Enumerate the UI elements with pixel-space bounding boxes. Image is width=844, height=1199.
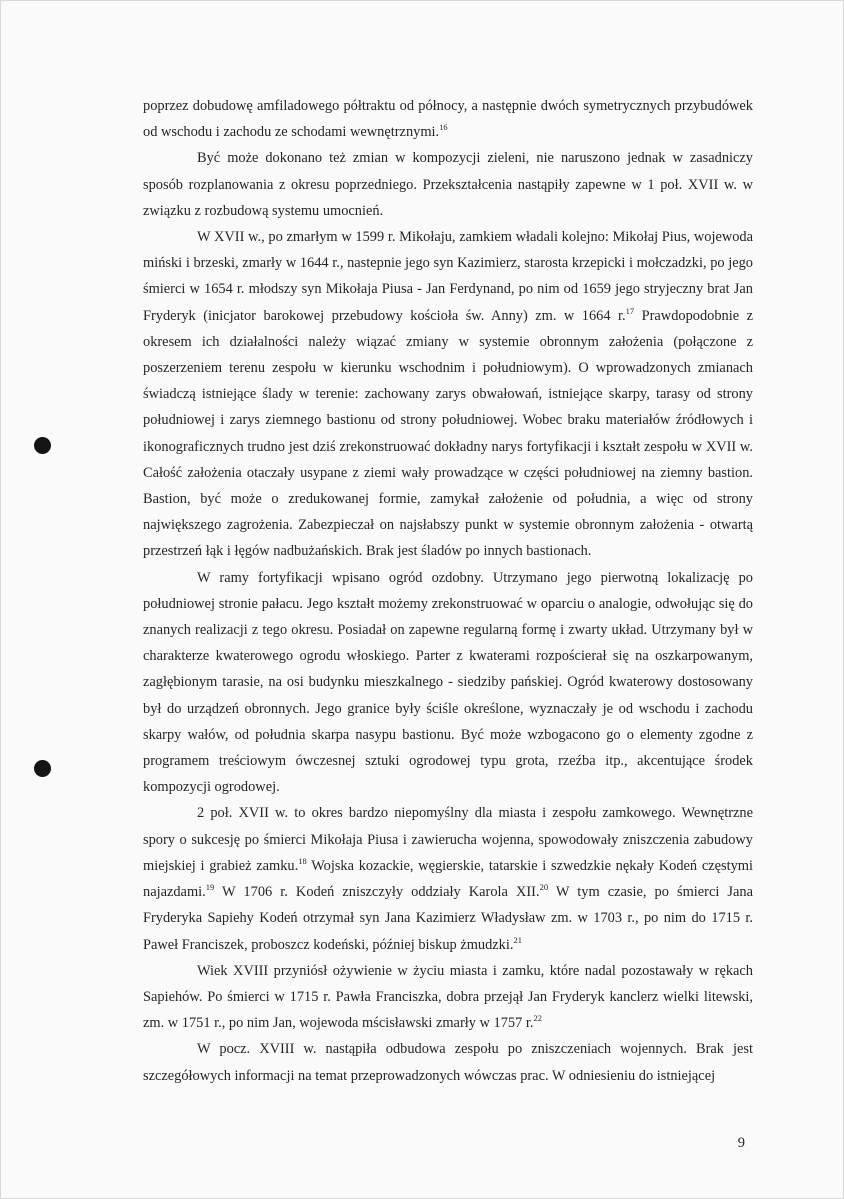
punch-hole-mark xyxy=(34,437,51,454)
footnote-marker: 22 xyxy=(533,1013,542,1024)
footnote-marker: 17 xyxy=(625,305,635,316)
footnote-marker: 16 xyxy=(439,122,448,133)
paragraph-text: 2 poł. XVII w. to okres bardzo niepomyślny dla miasta i zespołu zamkowego. Wewnętrzne spory o sukcesję po śmierci Mikołaja Piusa i zawierucha wojenna, spowodowały zniszczenia zabudowy miejskiej i grabież zamku. xyxy=(143,805,753,874)
paragraph xyxy=(143,565,753,801)
paragraph-text: W ramy fortyfikacji wpisano ogród ozdobny. Utrzymano jego pierwotną lokalizację po południowej stronie pałacu. Jego kształt możemy zrekonstruować w oparciu o analogie, odwołując się do znanych realizacji z tego okresu. Posiadał on zapewne regularną formę i zwarty układ. Utrzymany był w charakterze kwaterowego ogrodu włoskiego. Parter z kwaterami rozpościerał się na oszkarpowanym, zagłębionym tarasie, na osi budynku mieszkalnego - siedziby pańskiej. Ogród kwaterowy dostosowany był do urządzeń obronnych. Jego granice były ściśle określone, wyznaczały je od wschodu i zachodu skarpy wałów, od południa skarpa nasypu bastionu. Być może wzbogacono go o elementy zgodne z programem treściowym ówczesnej sztuki ogrodowej typu grota, rzeźba itp., akcentujące środek kompozycji ogrodowej. xyxy=(143,569,753,796)
footnote-marker: 20 xyxy=(539,882,549,893)
paragraph-text: Być może dokonano też zmian w kompozycji zieleni, nie naruszono jednak w zasadniczy sposób rozplanowania z okresu poprzedniego. Przekształcenia nastąpiły zapewne w 1 poł. XVII w. w związku z rozbudową systemu umocnień. xyxy=(143,150,753,219)
paragraph xyxy=(143,800,753,957)
paragraph-text: Prawdopodobnie z okresem ich działalności należy wiązać zmiany w systemie obronnym założenia (połączone z poszerzeniem terenu zespołu w kierunku wschodnim i południowym). O wprowadzonych zmianach świadczą istniejące ślady w terenie: zachowany zarys obwałowań, istniejące skarpy, tarasy od strony południowej i zarys ziemnego bastionu od strony południowej. Wobec braku materiałów źródłowych i ikonograficznych trudno jest dziś zrekonstruować dokładny narys fortyfikacji i kształt zespołu w XVII w. Całość założenia otaczały usypane z ziemi wały prowadzące w części południowej na ziemny bastion. Bastion, być może o zredukowanej formie, zamykał założenie od południa, a więc od strony największego zagrożenia. Zabezpieczał on najsłabszy punkt w systemie obronnym założenia - otwartą przestrzeń łąk i łęgów nadbużańskich. Brak jest śladów po innych bastionach. xyxy=(143,307,753,560)
paragraph-text: Wojska kozackie, węgierskie, tatarskie i szwedzkie nękały Kodeń częstymi najazdami. xyxy=(143,857,753,901)
paragraph-text: W XVII w., po zmarłym w 1599 r. Mikołaju, zamkiem władali kolejno: Mikołaj Pius, wojewoda miński i brzeski, zmarły w 1644 r., nastepnie jego syn Kazimierz, starosta krzepicki i mołczadzki, po jego śmierci w 1654 r. młodszy syn Mikołaja Piusa - Jan Ferdynand, po nim od 1659 jego stryjeczny brat Jan Fryderyk (inicjator barokowej przebudowy kościoła św. Anny) zm. w 1664 r. xyxy=(143,229,753,324)
body-text xyxy=(143,93,753,1089)
paragraph-text: Wiek XVIII przyniósł ożywienie w życiu miasta i zamku, które nadal pozostawały w rękach Sapiehów. Po śmierci w 1715 r. Pawła Franciszka, dobra przejął Jan Fryderyk kanclerz wielki litewski, zm. w 1751 r., po nim Jan, wojewoda mścisławski zmarły w 1757 r. xyxy=(143,962,753,1032)
paragraph xyxy=(143,958,753,1037)
page-number: 9 xyxy=(737,1135,745,1151)
paragraph xyxy=(143,93,753,145)
paragraph xyxy=(143,1036,753,1088)
footnote-marker: 18 xyxy=(298,855,307,866)
paragraph xyxy=(143,224,753,565)
paragraph-text: W pocz. XVIII w. nastąpiła odbudowa zespołu po zniszczeniach wojennych. Brak jest szczegółowych informacji na temat przeprowadzonych wówczas prac. W odniesieniu do istniejącej xyxy=(143,1041,753,1084)
footnote-marker: 21 xyxy=(513,934,522,945)
paragraph-text: W tym czasie, po śmierci Jana Fryderyka Sapiehy Kodeń otrzymał syn Jana Kazimierz Władysław zm. w 1703 r., po nim do 1715 r. Paweł Franciszek, proboszcz kodeński, później biskup żmudzki. xyxy=(143,884,753,953)
punch-hole-mark xyxy=(34,760,51,777)
paragraph-text: poprzez dobudowę amfiladowego półtraktu od północy, a następnie dwóch symetrycznych przybudówek od wschodu i zachodu ze schodami wewnętrznymi. xyxy=(143,98,753,141)
paragraph-text: W 1706 r. Kodeń zniszczyły oddziały Karola XII. xyxy=(214,884,540,901)
footnote-marker: 19 xyxy=(205,882,215,893)
paragraph xyxy=(143,145,753,224)
